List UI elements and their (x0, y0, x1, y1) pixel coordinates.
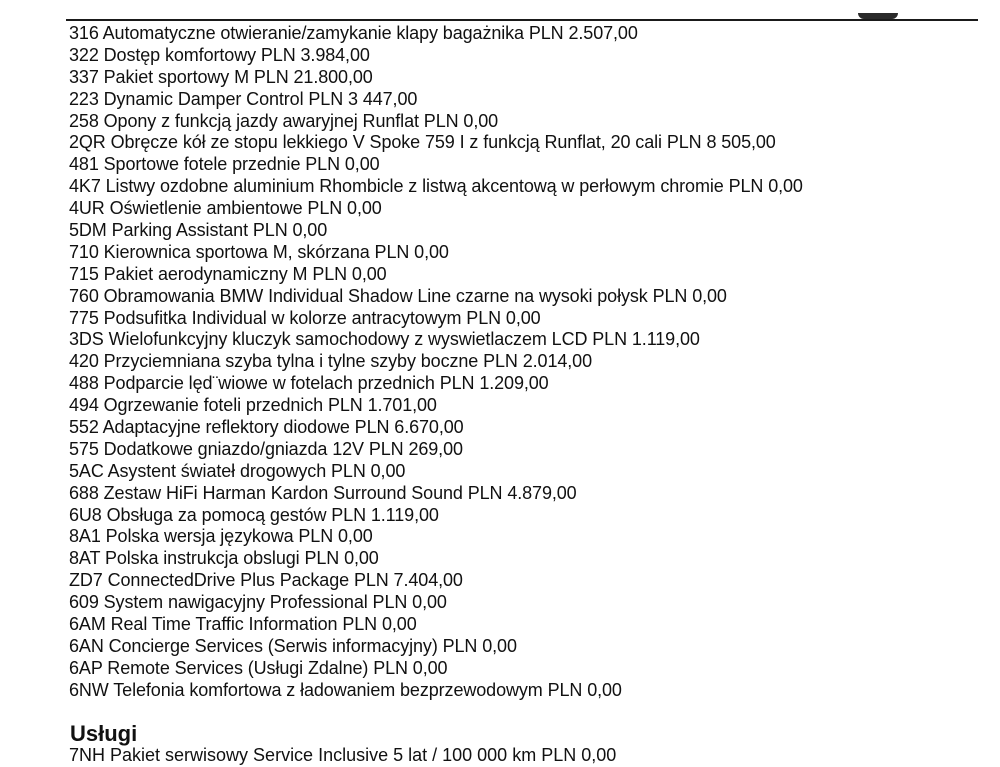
option-line: 4K7 Listwy ozdobne aluminium Rhombicle z listwą akcentową w perłowym chromie PLN 0,00 (69, 176, 803, 197)
option-line: 2QR Obręcze kół ze stopu lekkiego V Spoke 759 I z funkcją Runflat, 20 cali PLN 8 505,00 (69, 132, 776, 153)
option-line: 322 Dostęp komfortowy PLN 3.984,00 (69, 44, 370, 65)
option-line: 337 Pakiet sportowy M PLN 21.800,00 (69, 66, 373, 87)
option-line: 5AC Asystent świateł drogowych PLN 0,00 (69, 460, 406, 481)
option-line: 6AN Concierge Services (Serwis informacyjny) PLN 0,00 (69, 635, 517, 656)
option-line: 575 Dodatkowe gniazdo/gniazda 12V PLN 269,00 (69, 438, 463, 459)
services-section-heading: Usługi (70, 721, 138, 746)
equipment-options-list (69, 23, 803, 702)
option-line: 3DS Wielofunkcyjny kluczyk samochodowy z wyswietlaczem LCD PLN 1.119,00 (69, 329, 700, 350)
option-line: 552 Adaptacyjne reflektory diodowe PLN 6.670,00 (69, 417, 464, 438)
option-line: 488 Podparcie lęd¨wiowe w fotelach przednich PLN 1.209,00 (69, 373, 549, 394)
option-line: 6AM Real Time Traffic Information PLN 0,00 (69, 614, 417, 635)
option-line: 6AP Remote Services (Usługi Zdalne) PLN 0,00 (69, 657, 448, 678)
option-line: 609 System nawigacyjny Professional PLN 0,00 (69, 592, 447, 613)
option-line: 481 Sportowe fotele przednie PLN 0,00 (69, 154, 380, 175)
option-line: 494 Ogrzewanie foteli przednich PLN 1.701,00 (69, 395, 437, 416)
top-divider (66, 19, 978, 21)
option-line: 8A1 Polska wersja językowa PLN 0,00 (69, 526, 373, 547)
option-line: 4UR Oświetlenie ambientowe PLN 0,00 (69, 198, 382, 219)
option-line: 6U8 Obsługa za pomocą gestów PLN 1.119,00 (69, 504, 439, 525)
option-line: 420 Przyciemniana szyba tylna i tylne szyby boczne PLN 2.014,00 (69, 351, 592, 372)
option-line: 316 Automatyczne otwieranie/zamykanie klapy bagażnika PLN 2.507,00 (69, 23, 638, 43)
option-line: 258 Opony z funkcją jazdy awaryjnej Runflat PLN 0,00 (69, 110, 499, 131)
option-line: 8AT Polska instrukcja obslugi PLN 0,00 (69, 548, 379, 569)
truncated-option-line: 7NH Pakiet serwisowy Service Inclusive 5 lat / 100 000 km PLN 0,00 (69, 745, 617, 765)
option-line: 775 Podsufitka Individual w kolorze antracytowym PLN 0,00 (69, 307, 541, 328)
option-line: ZD7 ConnectedDrive Plus Package PLN 7.404,00 (69, 570, 463, 591)
option-line: 223 Dynamic Damper Control PLN 3 447,00 (69, 88, 418, 109)
option-line: 6NW Telefonia komfortowa z ładowaniem bezprzewodowym PLN 0,00 (69, 679, 622, 700)
option-line: 688 Zestaw HiFi Harman Kardon Surround Sound PLN 4.879,00 (69, 482, 577, 503)
option-line: 715 Pakiet aerodynamiczny M PLN 0,00 (69, 263, 387, 284)
option-line: 5DM Parking Assistant PLN 0,00 (69, 220, 328, 241)
option-line: 710 Kierownica sportowa M, skórzana PLN 0,00 (69, 241, 449, 262)
option-line: 760 Obramowania BMW Individual Shadow Line czarne na wysoki połysk PLN 0,00 (69, 285, 727, 306)
